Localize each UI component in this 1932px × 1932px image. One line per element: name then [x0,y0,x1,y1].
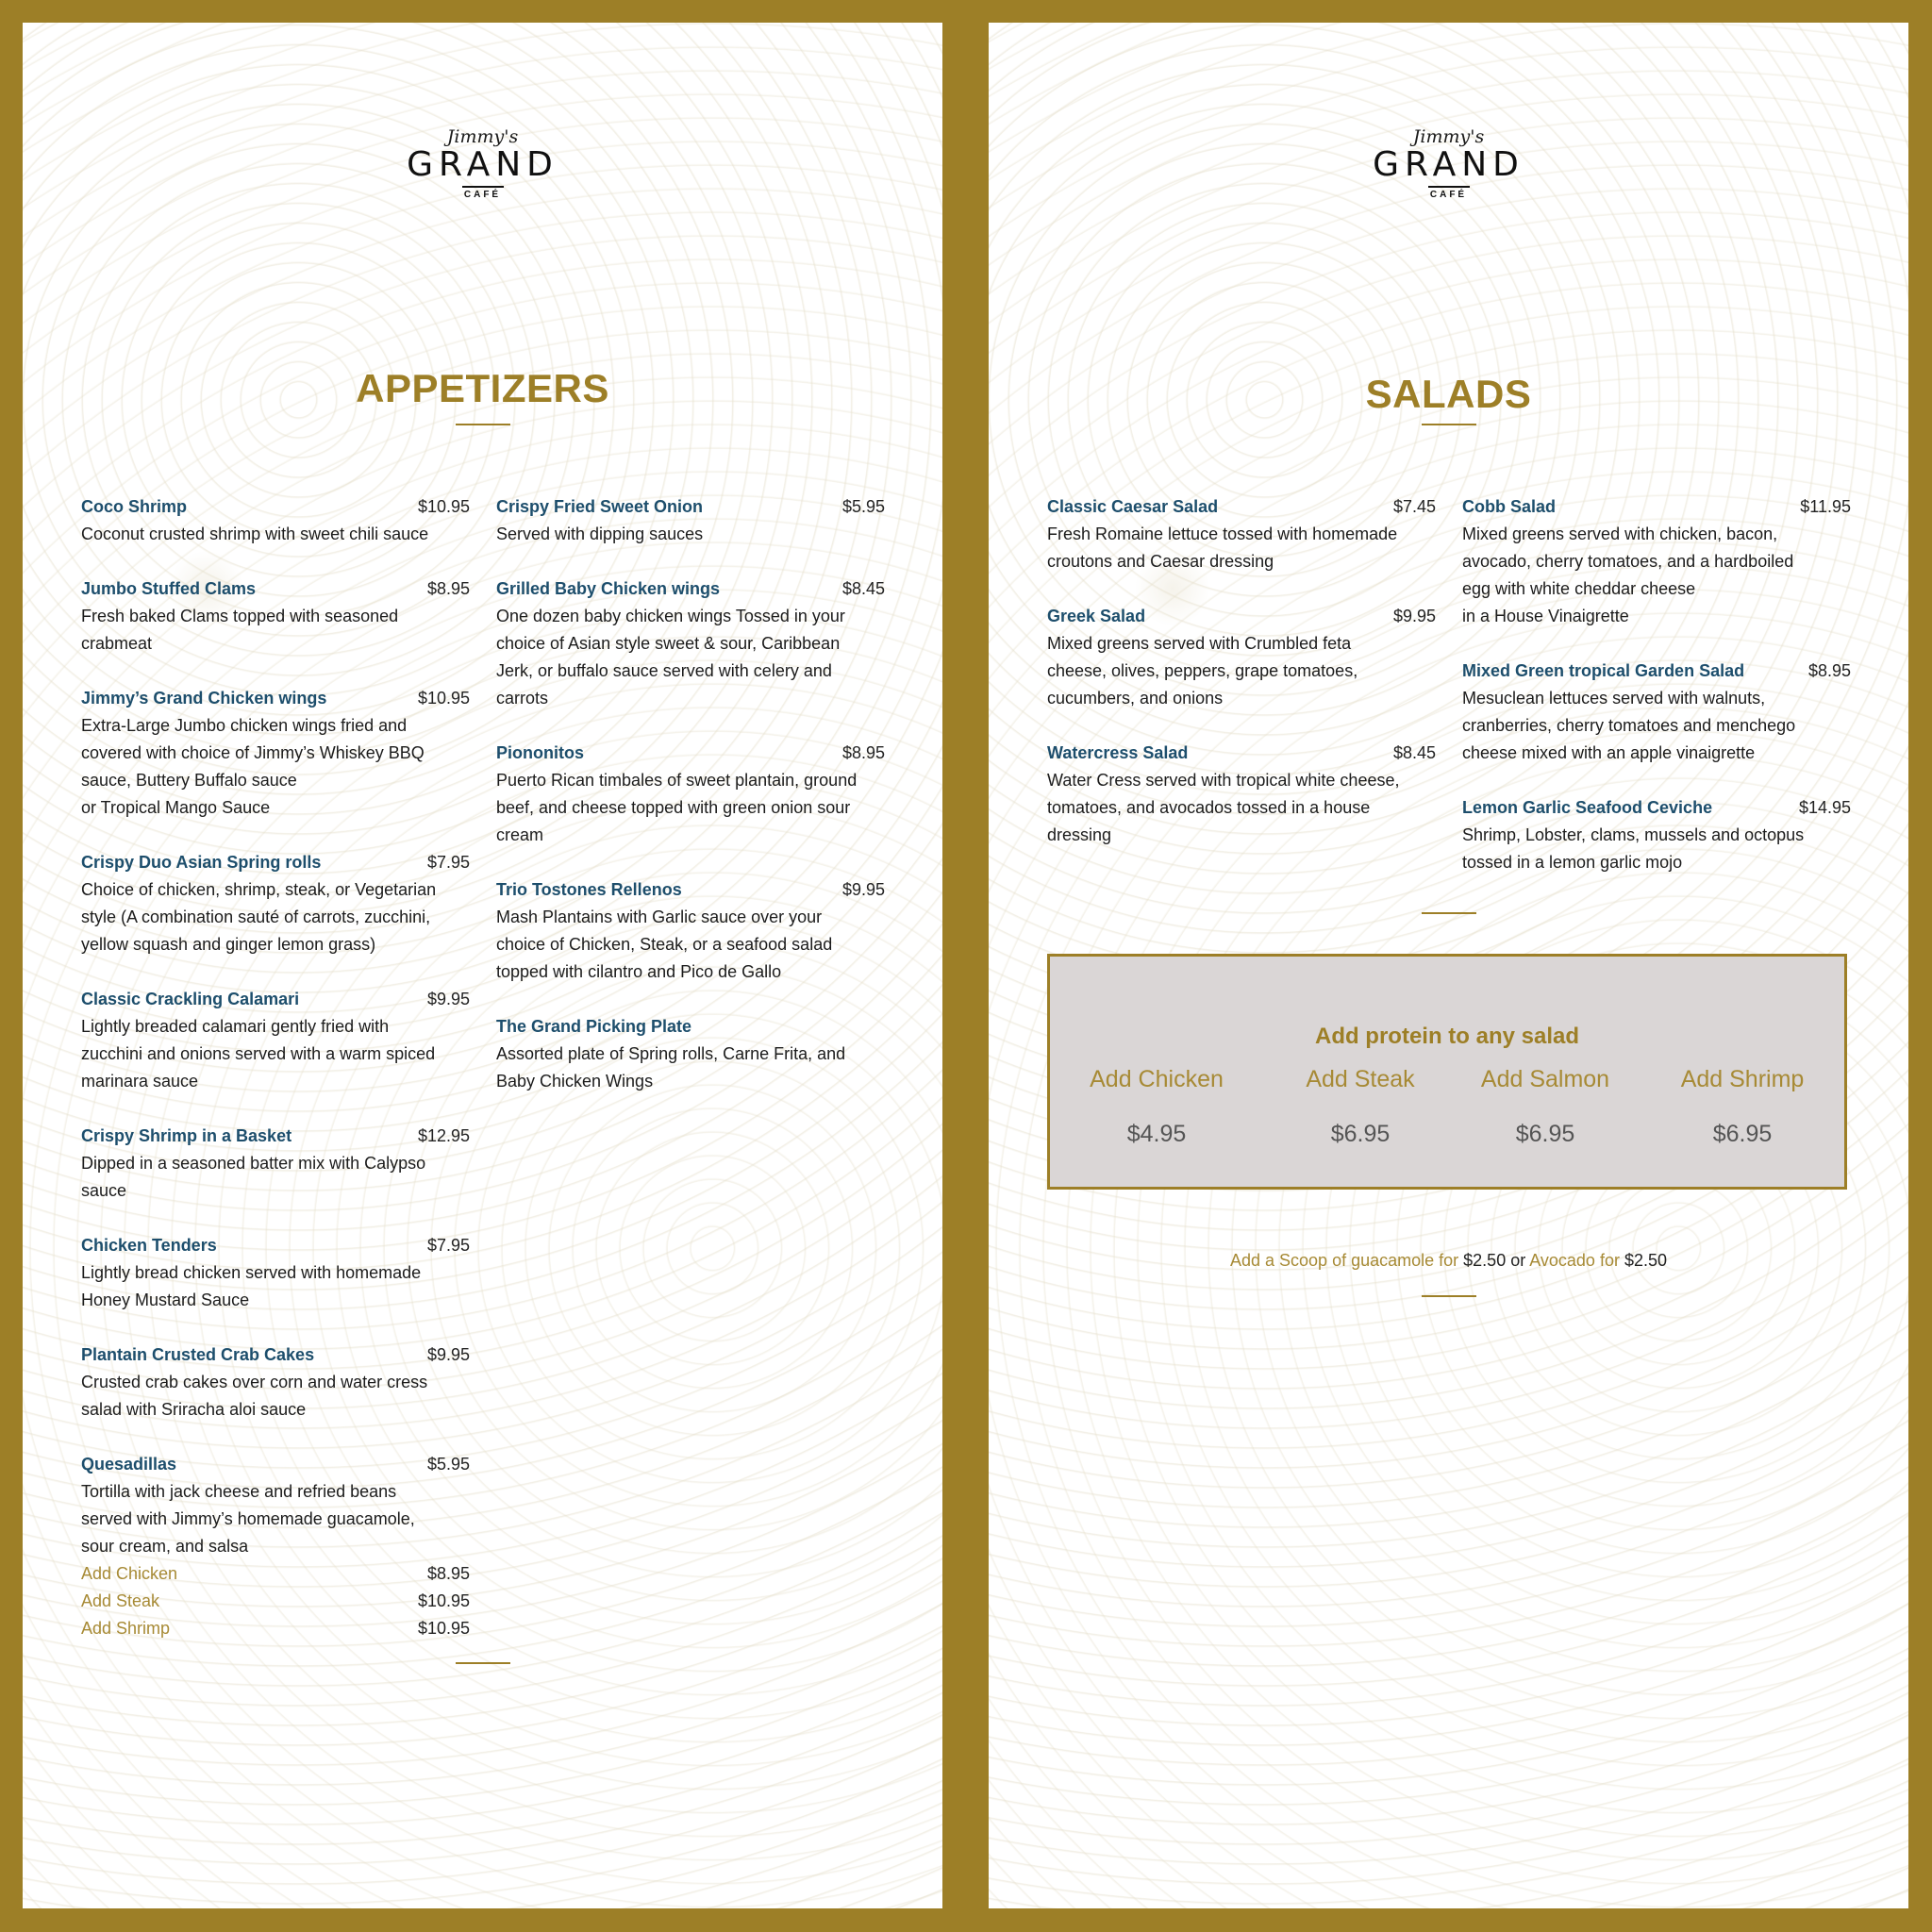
menu-item-name: Piononitos [496,743,584,762]
menu-item [81,685,470,822]
addon-row [81,1588,470,1615]
menu-item-name: The Grand Picking Plate [496,1017,692,1036]
menu-item-name: Watercress Salad [1047,743,1189,762]
menu-item-name: Mixed Green tropical Garden Salad [1462,661,1745,680]
logo-rule [1428,186,1470,188]
menu-item-name: Grilled Baby Chicken wings [496,579,721,598]
menu-item [81,1232,470,1314]
menu-item-description: Mixed greens served with Crumbled feta cheese, olives, peppers, grape tomatoes, cucumbers, and onions [1047,634,1358,708]
menu-item-description: Assorted plate of Spring rolls, Carne Frita, and Baby Chicken Wings [496,1044,846,1091]
menu-item-price: $8.95 [1807,661,1851,680]
protein-price: $6.95 [1515,1121,1575,1147]
menu-item-header [81,986,470,1013]
menu-item-description: Puerto Rican timbales of sweet plantain, ground beef, and cheese topped with green onion sour cream [496,771,858,844]
section-title: SALADS [1365,372,1532,416]
menu-item-description: Fresh baked Clams topped with seasoned crabmeat [81,607,399,653]
menu-item [1047,493,1436,575]
menu-item [81,849,470,958]
menu-item-header [1047,493,1436,521]
menu-item-price: $9.95 [841,880,885,899]
gold-divider [456,1662,510,1664]
menu-item-header [81,1451,470,1478]
extras-text: or [1506,1251,1530,1270]
menu-item-header [1047,603,1436,630]
logo-rule [462,186,504,188]
menu-item-description: Mixed greens served with chicken, bacon, avocado, cherry tomatoes, and a hardboiled egg with white cheddar cheese in a House Vinaigrette [1462,525,1794,625]
menu-item-header [496,876,885,904]
menu-item-name: Jimmy’s Grand Chicken wings [81,689,327,708]
menu-item-name: Coco Shrimp [81,497,188,516]
menu-item [1047,603,1436,712]
menu-item-description: Crusted crab cakes over corn and water cress salad with Sriracha aloi sauce [81,1373,428,1419]
addon-label: Add Shrimp [81,1619,171,1638]
menu-item-price: $10.95 [417,689,470,708]
menu-item-header [1462,794,1851,822]
menu-item-header [81,493,470,521]
menu-item-header [81,1123,470,1150]
menu-item-name: Cobb Salad [1462,497,1557,516]
addon-price: $10.95 [417,1619,470,1638]
addon-row [81,1560,470,1588]
menu-item-description: Water Cress served with tropical white cheese, tomatoes, and avocados tossed in a house dressing [1047,771,1400,844]
menu-item-name: Jumbo Stuffed Clams [81,579,257,598]
protein-price: $4.95 [1126,1121,1187,1147]
menu-item-header [81,685,470,712]
menu-item-header [1462,493,1851,521]
menu-item-description: Mash Plantains with Garlic sauce over your choice of Chicken, Steak, or a seafood salad topped with cilantro and Pico de Gallo [496,908,833,981]
menu-item [81,1451,470,1642]
menu-item-header [81,1341,470,1369]
addon-price: $8.95 [426,1564,470,1583]
menu-item-description: Tortilla with jack cheese and refried beans served with Jimmy’s homemade guacamole, sour cream, and salsa [81,1482,415,1556]
menu-item-description: Shrimp, Lobster, clams, mussels and octopus tossed in a lemon garlic mojo [1462,825,1805,872]
gold-divider [1422,912,1476,914]
menu-item-header [81,575,470,603]
addon-row [81,1615,470,1642]
menu-item-price: $9.95 [426,990,470,1008]
menu-item-description: Mesuclean lettuces served with walnuts, cranberries, cherry tomatoes and menchego cheese mixed with an apple vinaigrette [1462,689,1796,762]
menu-item-header [1047,740,1436,767]
menu-item-description: Served with dipping sauces [496,525,704,543]
protein-price: $6.95 [1330,1121,1391,1147]
menu-item-price: $5.95 [426,1455,470,1474]
menu-item-header [81,1232,470,1259]
menu-item-description: One dozen baby chicken wings Tossed in your choice of Asian style sweet & sour, Caribbean Jerk, or buffalo sauce served with celery and carrots [496,607,845,708]
protein-label: Add Shrimp [1680,1066,1805,1092]
logo-main: GRAND [1373,145,1524,184]
menu-item-price: $8.95 [841,743,885,762]
menu-item-description: Choice of chicken, shrimp, steak, or Vegetarian style (A combination sauté of carrots, zucchini, yellow squash and ginger lemon grass) [81,880,437,954]
extras-price: $2.50 [1624,1251,1667,1270]
menu-item-name: Chicken Tenders [81,1236,217,1255]
appetizers-panel [23,23,942,1908]
section-title: APPETIZERS [356,366,609,410]
logo [23,126,942,201]
protein-price: $6.95 [1712,1121,1773,1147]
menu-item-header [496,740,885,767]
menu-item-price: $12.95 [417,1126,470,1145]
menu-item [1462,493,1851,630]
menu-item-price: $9.95 [1392,607,1436,625]
menu-item-description: Lightly bread chicken served with homemade Honey Mustard Sauce [81,1263,422,1309]
menu-item-price: $7.95 [426,1236,470,1255]
protein-label: Add Salmon [1480,1066,1610,1092]
menu-item-name: Lemon Garlic Seafood Ceviche [1462,798,1713,817]
menu-item [81,1341,470,1424]
menu-item-name: Crispy Duo Asian Spring rolls [81,853,322,872]
menu-item-name: Crispy Fried Sweet Onion [496,497,704,516]
menu-column [81,493,470,1670]
menu-item-name: Classic Caesar Salad [1047,497,1219,516]
menu-item-description: Extra-Large Jumbo chicken wings fried and covered with choice of Jimmy’s Whiskey BBQ sauce, Buttery Buffalo sauce or Tropical Mango Sauce [81,716,425,817]
menu-item-header [496,1013,885,1041]
protein-label: Add Chicken [1090,1066,1224,1092]
menu-item-price: $9.95 [426,1345,470,1364]
menu-item-name: Plantain Crusted Crab Cakes [81,1345,315,1364]
menu-item [81,575,470,658]
menu-item-header [1462,658,1851,685]
menu-item-header [81,849,470,876]
extras-text: Add a Scoop of guacamole for [1229,1251,1464,1270]
menu-item [1462,658,1851,767]
menu-item [1047,740,1436,849]
menu-item-price: $8.45 [1392,743,1436,762]
logo-script: Jimmy's [446,126,519,147]
extras-price: $2.50 [1463,1251,1507,1270]
addon-label: Add Steak [81,1591,160,1610]
menu-item [496,493,885,548]
addon-price: $10.95 [417,1591,470,1610]
menu-item-name: Classic Crackling Calamari [81,990,300,1008]
menu-column [1462,493,1851,904]
menu-item [1462,794,1851,876]
protein-label: Add Steak [1306,1066,1415,1092]
menu-item-price: $14.95 [1798,798,1851,817]
salads-panel [989,23,1908,1908]
extras-note [989,1246,1908,1274]
logo-script: Jimmy's [1412,126,1485,147]
logo-main: GRAND [407,145,558,184]
protein-option [1257,1063,1464,1150]
gold-divider [1422,1295,1476,1297]
menu-item-price: $11.95 [1800,497,1851,516]
protein-title: Add protein to any salad [1314,1024,1580,1049]
menu-item-price: $7.95 [426,853,470,872]
menu-item [81,1123,470,1205]
menu-item [496,876,885,986]
menu-item-name: Crispy Shrimp in a Basket [81,1126,292,1145]
menu-item-price: $8.45 [841,579,885,598]
logo-sub: CAFÉ [1429,190,1468,200]
menu-item-description: Dipped in a seasoned batter mix with Calypso sauce [81,1154,426,1200]
addon-label: Add Chicken [81,1564,178,1583]
menu-column [496,493,885,1123]
menu-item-header [496,493,885,521]
gold-divider [1422,424,1476,425]
menu-item-price: $7.45 [1392,497,1436,516]
menu-item-description: Fresh Romaine lettuce tossed with homemade croutons and Caesar dressing [1047,525,1398,571]
menu-item [496,740,885,849]
menu-column [1047,493,1436,876]
logo-sub: CAFÉ [463,190,502,200]
menu-item-name: Trio Tostones Rellenos [496,880,682,899]
menu-item [81,986,470,1095]
menu-item-description: Coconut crusted shrimp with sweet chili sauce [81,525,429,543]
protein-option [1053,1063,1260,1150]
protein-box [1047,954,1847,1190]
extras-text: Avocado for [1529,1251,1624,1270]
menu-item-name: Quesadillas [81,1455,177,1474]
logo [989,126,1908,201]
menu-item-description: Lightly breaded calamari gently fried with zucchini and onions served with a warm spiced marinara sauce [81,1017,436,1091]
gold-divider [456,424,510,425]
protein-option [1441,1063,1649,1150]
menu-item [81,493,470,548]
menu-item-header [496,575,885,603]
menu-item-name: Greek Salad [1047,607,1146,625]
protein-option [1639,1063,1846,1150]
menu-item [496,575,885,712]
menu-item [496,1013,885,1095]
menu-item-price: $10.95 [417,497,470,516]
menu-item-price: $8.95 [426,579,470,598]
menu-item-price: $5.95 [841,497,885,516]
